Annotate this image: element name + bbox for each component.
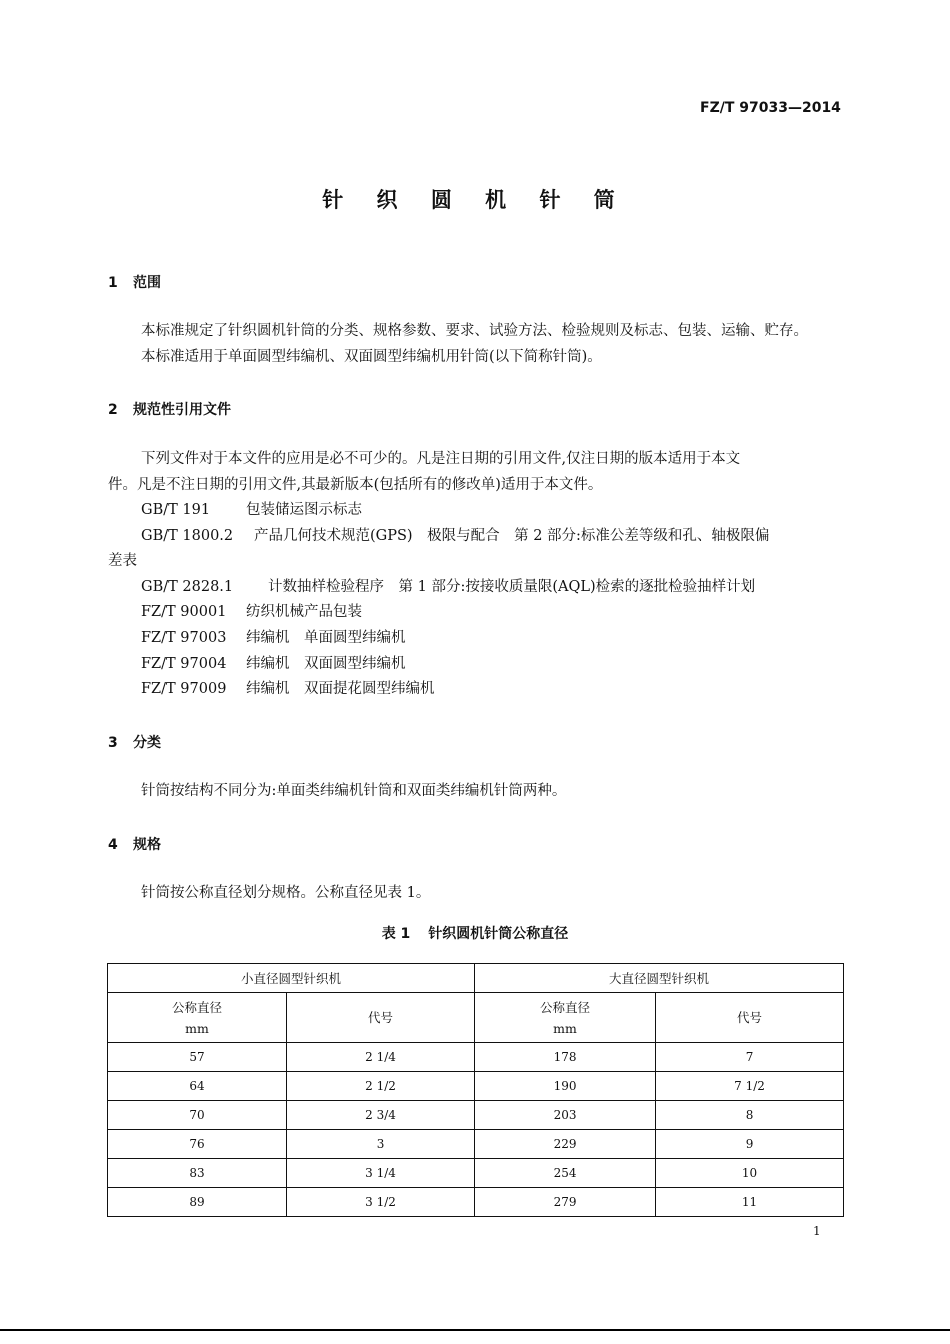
group-header-small: 小直径圆型针织机 (108, 964, 475, 993)
table-cell: 3 1/2 (287, 1188, 475, 1217)
table-row (108, 1130, 844, 1159)
reference-item (141, 628, 406, 648)
standard-number: FZ/T 97033—2014 (700, 100, 841, 116)
reference-title: 差表 (108, 553, 137, 569)
table-cell: 57 (108, 1043, 287, 1072)
table-cell: 7 1/2 (656, 1072, 844, 1101)
table-group-header-row (108, 964, 844, 993)
section-heading-scope (108, 272, 161, 292)
reference-code: FZ/T 97009 (141, 681, 227, 697)
section-heading-classification (108, 732, 161, 752)
reference-title: 包装储运图示标志 (246, 502, 362, 518)
section-number: 3 (108, 735, 118, 751)
reference-title: 计数抽样检验程序 第 1 部分:按接收质量限(AQL)检索的逐批检验抽样计划 (268, 579, 756, 595)
section-title: 范围 (133, 275, 161, 291)
table-cell: 7 (656, 1043, 844, 1072)
reference-item (141, 679, 435, 699)
column-header-code: 代号 (287, 993, 475, 1043)
table-cell: 2 1/2 (287, 1072, 475, 1101)
table-cell: 83 (108, 1159, 287, 1188)
table-cell: 2 3/4 (287, 1101, 475, 1130)
section-number: 1 (108, 275, 118, 291)
table-cell: 229 (475, 1130, 656, 1159)
reference-code: FZ/T 97003 (141, 630, 227, 646)
reference-code: GB/T 1800.2 (141, 528, 234, 544)
section-title: 分类 (133, 735, 161, 751)
table-cell: 279 (475, 1188, 656, 1217)
reference-title: 纬编机 双面提花圆型纬编机 (246, 681, 435, 697)
section-title: 规范性引用文件 (133, 402, 231, 418)
table-row (108, 1188, 844, 1217)
section-title: 规格 (133, 837, 161, 853)
table-cell: 64 (108, 1072, 287, 1101)
table-cell: 254 (475, 1159, 656, 1188)
table-row (108, 1159, 844, 1188)
table-cell: 3 (287, 1130, 475, 1159)
table-cell: 70 (108, 1101, 287, 1130)
table-cell: 8 (656, 1101, 844, 1130)
table-cell: 190 (475, 1072, 656, 1101)
table-caption (0, 923, 950, 943)
section-number: 4 (108, 837, 118, 853)
reference-title: 纬编机 单面圆型纬编机 (246, 630, 406, 646)
reference-title: 产品几何技术规范(GPS) 极限与配合 第 2 部分:标准公差等级和孔、轴极限偏 (254, 528, 770, 544)
reference-code: FZ/T 90001 (141, 604, 227, 620)
reference-item (141, 500, 362, 520)
table-column-header-row (108, 993, 844, 1043)
table-row (108, 1072, 844, 1101)
column-header-label: 公称直径 (171, 999, 222, 1015)
document-title: 针 织 圆 机 针 筒 (322, 188, 628, 212)
reference-item (141, 577, 755, 597)
group-header-large: 大直径圆型针织机 (475, 964, 844, 993)
table-cell: 2 1/4 (287, 1043, 475, 1072)
column-header-label: 公称直径 (540, 999, 591, 1015)
table-cell: 89 (108, 1188, 287, 1217)
column-header-diameter (108, 993, 287, 1043)
table-cell: 76 (108, 1130, 287, 1159)
table-cell: 11 (656, 1188, 844, 1217)
table-caption-title: 针织圆机针筒公称直径 (428, 926, 569, 942)
section-heading-specification (108, 834, 161, 854)
reference-item-continuation (108, 551, 137, 571)
reference-code: GB/T 2828.1 (141, 579, 234, 595)
column-header-code: 代号 (656, 993, 844, 1043)
column-header-diameter (475, 993, 656, 1043)
table-cell: 178 (475, 1043, 656, 1072)
table-row (108, 1043, 844, 1072)
column-header-unit: mm (185, 1020, 209, 1036)
section-number: 2 (108, 402, 118, 418)
diameter-table (107, 963, 844, 1217)
reference-item (141, 526, 769, 546)
reference-code: FZ/T 97004 (141, 656, 227, 672)
reference-code: GB/T 191 (141, 502, 211, 518)
page-number: 1 (813, 1224, 821, 1238)
reference-item (141, 602, 362, 622)
section-heading-normative (108, 399, 231, 419)
table-cell: 203 (475, 1101, 656, 1130)
bottom-divider (0, 1329, 950, 1331)
normative-intro-line-1: 下列文件对于本文件的应用是必不可少的。凡是注日期的引用文件,仅注日期的版本适用于本文 (141, 451, 741, 467)
reference-title: 纬编机 双面圆型纬编机 (246, 656, 406, 672)
scope-paragraph-2: 本标准适用于单面圆型纬编机、双面圆型纬编机用针筒(以下简称针筒)。 (141, 349, 602, 365)
normative-intro-line-2: 件。凡是不注日期的引用文件,其最新版本(包括所有的修改单)适用于本文件。 (108, 477, 603, 493)
scope-paragraph-1: 本标准规定了针织圆机针筒的分类、规格参数、要求、试验方法、检验规则及标志、包装、运输、贮存。 (141, 323, 808, 339)
column-header-unit: mm (553, 1020, 577, 1036)
reference-title: 纺织机械产品包装 (246, 604, 362, 620)
classification-paragraph: 针筒按结构不同分为:单面类纬编机针筒和双面类纬编机针筒两种。 (141, 783, 567, 799)
table-cell: 10 (656, 1159, 844, 1188)
table-cell: 9 (656, 1130, 844, 1159)
table-caption-number: 表 1 (381, 926, 411, 942)
specification-paragraph: 针筒按公称直径划分规格。公称直径见表 1。 (141, 885, 431, 901)
table-cell: 3 1/4 (287, 1159, 475, 1188)
table-row (108, 1101, 844, 1130)
reference-item (141, 654, 406, 674)
